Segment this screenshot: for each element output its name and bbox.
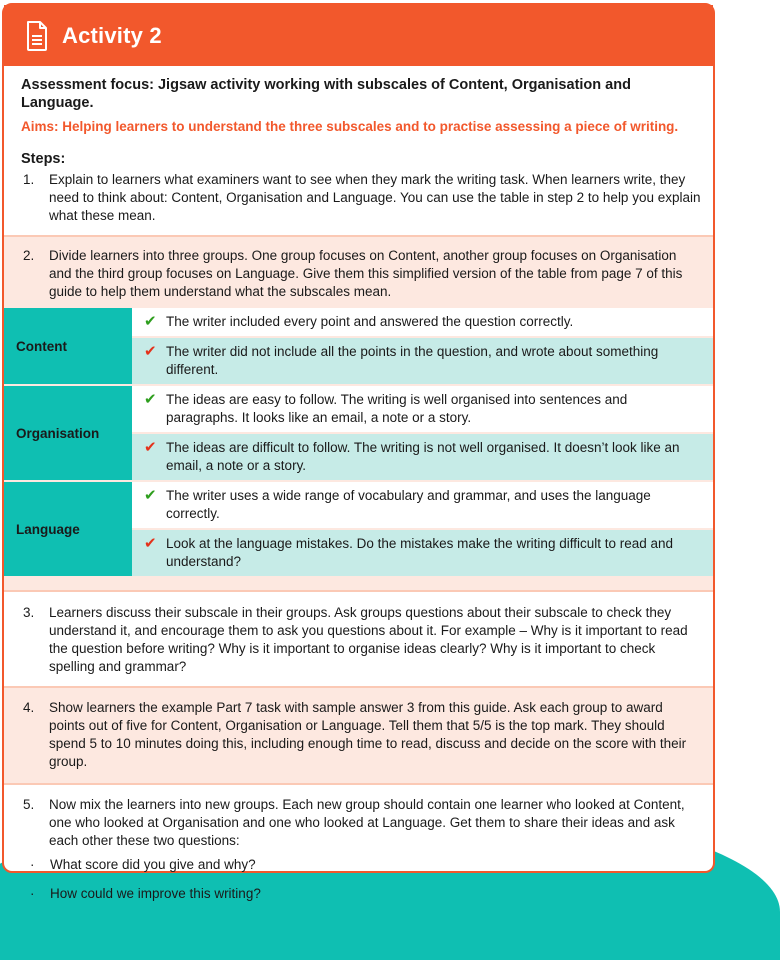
subscale-row-content: [4, 306, 713, 384]
red-check-icon: ✔: [144, 343, 157, 360]
questions-list: [4, 856, 713, 903]
activity-title: Activity 2: [62, 22, 162, 48]
steps-heading: Steps:: [21, 151, 66, 167]
list-item: [30, 885, 713, 903]
step-5-block: [4, 783, 713, 903]
green-check-icon: ✔: [144, 487, 157, 504]
step-1: [4, 167, 713, 235]
bullet-icon: ·: [30, 857, 35, 872]
criterion-good: [132, 386, 713, 432]
subscale-label: Content: [4, 308, 132, 384]
step-number: 4.: [23, 700, 35, 715]
step-2-block: [4, 235, 713, 590]
activity-header: [4, 5, 713, 66]
question-text: What score did you give and why?: [50, 857, 256, 872]
criterion-text: Look at the language mistakes. Do the mistakes make the writing difficult to read and understand?: [166, 536, 674, 569]
step-text: Now mix the learners into new groups. Each new group should contain one learner who looked at Content, one who looked at Organisation and one who looked at Language. Get them to share their ideas and ask each other these two questions:: [49, 797, 685, 848]
step-number: 2.: [23, 248, 35, 263]
assessment-focus: Assessment focus: Jigsaw activity working with subscales of Content, Organisation and Language.: [21, 77, 631, 111]
activity-card: [2, 3, 715, 901]
step-number: 5.: [23, 797, 35, 812]
step-text: Divide learners into three groups. One group focuses on Content, another group focuses on Organisation and the third group focuses on Language. Give them this simplified version of the table from page 7 of this guide to help them understand what the subscales mean.: [49, 248, 683, 299]
criterion-text: The writer did not include all the points in the question, and wrote about something different.: [166, 344, 659, 377]
subscale-label: Language: [4, 482, 132, 576]
step-text: Learners discuss their subscale in their groups. Ask groups questions about their subscale to check they understand it, and encourage them to ask you questions about it. For example – Why is it important to read the question before writing? Why is it important to organise ideas clearly? Why is it important to check spelling and grammar?: [49, 605, 688, 674]
criterion-text: The ideas are easy to follow. The writing is well organised into sentences and paragraphs. It looks like an email, a note or a story.: [166, 392, 628, 425]
bullet-icon: ·: [30, 886, 35, 901]
subscales-table: [4, 306, 713, 590]
criterion-text: The ideas are difficult to follow. The writing is not well organised. It doesn’t look like an email, a note or a story.: [166, 440, 680, 473]
criterion-bad: [132, 336, 713, 384]
step-2: [4, 235, 713, 306]
step-5: [4, 783, 713, 850]
criterion-text: The writer included every point and answered the question correctly.: [166, 314, 574, 329]
document-icon: [26, 21, 48, 51]
criterion-good: [132, 308, 713, 336]
assessment-section: [4, 66, 713, 134]
subscale-row-organisation: [4, 384, 713, 480]
green-check-icon: ✔: [144, 313, 157, 330]
criterion-text: The writer uses a wide range of vocabulary and grammar, and uses the language correctly.: [166, 488, 651, 521]
step-3: [4, 590, 713, 686]
red-check-icon: ✔: [144, 535, 157, 552]
list-item: [30, 856, 713, 874]
aims-text: Aims: Helping learners to understand the three subscales and to practise assessing a piece of writing.: [21, 119, 679, 134]
step-4: [4, 686, 713, 783]
criterion-good: [132, 482, 713, 528]
subscale-row-language: [4, 480, 713, 576]
criterion-bad: [132, 528, 713, 576]
question-text: How could we improve this writing?: [50, 886, 261, 901]
red-check-icon: ✔: [144, 439, 157, 456]
green-check-icon: ✔: [144, 391, 157, 408]
step-text: Show learners the example Part 7 task with sample answer 3 from this guide. Ask each group to award points out of five for Content, Organisation or Language. Tell them that 5/5 is the top mark. They should spend 5 to 10 minutes doing this, including enough time to read, discuss and decide on the score with their group.: [49, 700, 687, 769]
step-number: 3.: [23, 605, 35, 620]
criterion-bad: [132, 432, 713, 480]
step-number: 1.: [23, 172, 35, 187]
subscale-label: Organisation: [4, 386, 132, 480]
step-text: Explain to learners what examiners want to see when they mark the writing task. When learners write, they need to think about: Content, Organisation and Language. You can use the table in step 2 to help you explain what these mean.: [49, 172, 701, 223]
